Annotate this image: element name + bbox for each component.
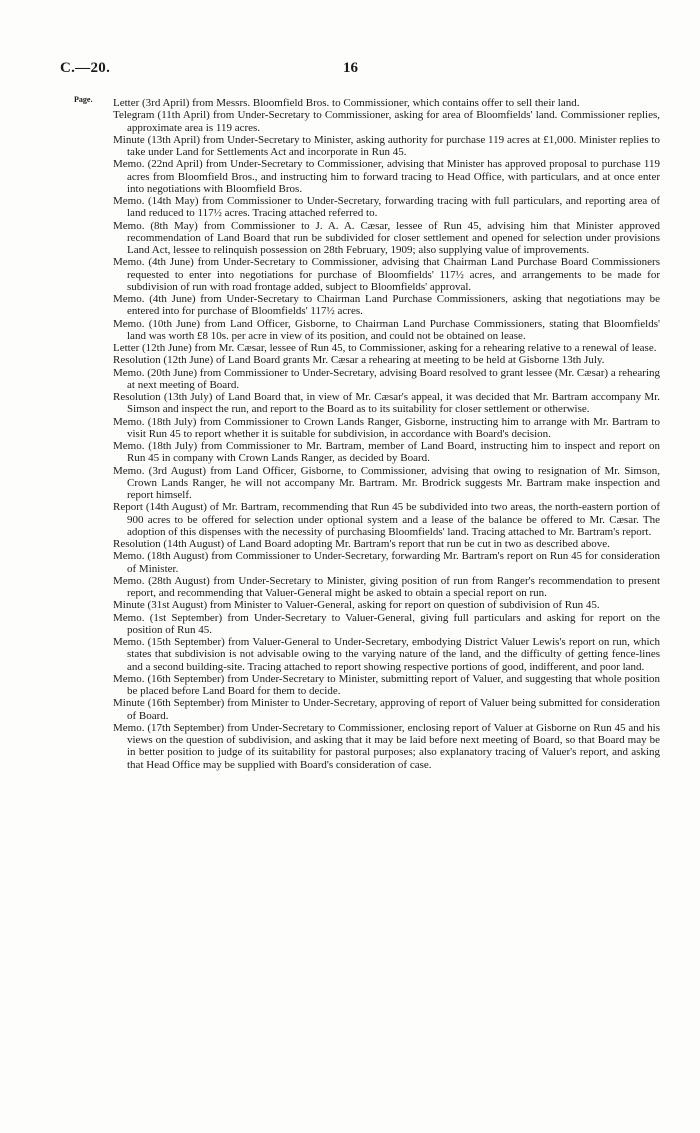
list-item: Memo. (28th August) from Under-Secretary to Minister, giving position of run from Ranger's recommendation to present report, and recommending that Valuer-General might be asked to obtain a special report on run. <box>113 574 660 599</box>
list-item: Minute (31st August) from Minister to Valuer-General, asking for report on question of subdivision of Run 45. <box>113 599 600 612</box>
list-item: Report (14th August) of Mr. Bartram, recommending that Run 45 be subdivided into two areas, the north-eastern portion of 900 acres to be offered for selection under optional system and a lease of the balance be offered to Mr. Cæsar. The adoption of this dispenses with the necessity of purchasing Bloomfields' land. Tracing attached to Mr. Bartram's report. <box>113 501 660 538</box>
list-item: Memo. (10th June) from Land Officer, Gisborne, to Chairman Land Purchase Commissioners, stating that Bloomfields' land was worth £8 10s. per acre in view of its position, and could not be obtained on lease. <box>113 317 660 342</box>
list-item: Memo. (20th June) from Commissioner to Under-Secretary, advising Board resolved to grant lessee (Mr. Cæsar) a rehearing at next meeting of Board. <box>113 366 660 391</box>
list-item: Resolution (14th August) of Land Board adopting Mr. Bartram's report that run be cut in two as described above. <box>113 538 610 550</box>
list-item: Memo. (3rd August) from Land Officer, Gisborne, to Commissioner, advising that owing to resignation of Mr. Simson, Crown Lands Ranger, he will not accompany Mr. Bartram. Mr. Brodrick suggests Mr. Bartram make inspection and report himself. <box>113 464 660 501</box>
list-item: Memo. (18th July) from Commissioner to Mr. Bartram, member of Land Board, instructing him to inspect and report on Run 45 in company with Crown Lands Ranger, as decided by Board. <box>113 440 660 465</box>
list-item: Letter (3rd April) from Messrs. Bloomfield Bros. to Commissioner, which contains offer to sell their land. <box>113 97 580 109</box>
page-column-label: Page. <box>74 95 93 104</box>
page-number: 16 <box>343 60 358 76</box>
list-item: Letter (12th June) from Mr. Cæsar, lessee of Run 45, to Commissioner, asking for a rehearing relative to a renewal of lease. <box>113 342 657 354</box>
list-item: Memo. (17th September) from Under-Secretary to Commissioner, enclosing report of Valuer at Gisborne on Run 45 and his views on the question of subdivision, and asking that it may be laid before next meeting of Board, so that Board may be in better position to judge of its suitability for pastoral purposes; also explanatory tracing of Valuer's report, and asking that Head Office may be supplied with Board's consideration of case. <box>113 721 660 771</box>
list-item: Memo. (4th June) from Under-Secretary to Commissioner, advising that Chairman Land Purchase Board Commissioners requested to enter into negotiations for purchase of Bloomfields' 117½ acres, and arrangements to be made for subdivision of run with road frontage added, subject to Bloomfields' approval. <box>113 256 660 293</box>
list-item: Telegram (11th April) from Under-Secretary to Commissioner, asking for area of Bloomfields' land. Commissioner replies, approximate area is 119 acres. <box>113 109 660 134</box>
list-item: Minute (16th September) from Minister to Under-Secretary, approving of report of Valuer being submitted for consideration of Board. <box>113 697 660 722</box>
list-item: Memo. (18th July) from Commissioner to Crown Lands Ranger, Gisborne, instructing him to arrange with Mr. Bartram to visit Run 45 to report whether it is suitable for subdivision, in accordance with Board's decision. <box>113 415 660 440</box>
correspondence-list <box>113 97 660 771</box>
list-item: Memo. (1st September) from Under-Secretary to Valuer-General, giving full particulars and asking for report on the position of Run 45. <box>113 611 660 636</box>
list-item: Minute (13th April) from Under-Secretary to Minister, asking authority for purchase 119 acres at £1,000. Minister replies to take under Land for Settlements Act and incorporate in Run 45. <box>113 133 660 158</box>
list-item: Memo. (14th May) from Commissioner to Under-Secretary, forwarding tracing with full particulars, and reporting area of land reduced to 117½ acres. Tracing attached referred to. <box>113 195 660 220</box>
list-item: Memo. (18th August) from Commissioner to Under-Secretary, forwarding Mr. Bartram's report on Run 45 for consideration of Minister. <box>113 550 660 575</box>
list-item: Resolution (12th June) of Land Board grants Mr. Cæsar a rehearing at meeting to be held at Gisborne 13th July. <box>113 354 605 367</box>
list-item: Memo. (22nd April) from Under-Secretary to Commissioner, advising that Minister has approved proposal to purchase 119 acres from Bloomfield Bros., and instructing him to forward tracing to Head Office, with particulars, and at once enter into negotiations with Bloomfield Bros. <box>113 158 660 195</box>
list-item: Memo. (16th September) from Under-Secretary to Minister, submitting report of Valuer, and suggesting that whole position be placed before Land Board for them to decide. <box>113 672 660 697</box>
list-item: Memo. (8th May) from Commissioner to J. A. A. Cæsar, lessee of Run 45, advising him that Minister approved recommendation of Land Board that run be subdivided for closer settlement and opened for selection under provisions Land Act, lessee to relinquish possession on 28th February, 1909; also supplying value of improvements. <box>113 219 660 256</box>
list-item: Memo. (15th September) from Valuer-General to Under-Secretary, embodying District Valuer Lewis's report on run, which states that subdivision is not advisable owing to the varying nature of the land, and the difficulty of getting fence-lines and a second building-site. Tracing attached to report showing respective portions of good, indifferent, and poor land. <box>113 636 660 673</box>
list-item: Resolution (13th July) of Land Board that, in view of Mr. Cæsar's appeal, it was decided that Mr. Bartram accompany Mr. Simson and inspect the run, and report to the Board as to its suitability for closer settlement or otherwise. <box>113 391 660 416</box>
list-item: Memo. (4th June) from Under-Secretary to Chairman Land Purchase Commissioners, asking that negotiations may be entered into for purchase of Bloomfields' 117½ acres. <box>113 293 660 318</box>
document-code: C.—20. <box>60 60 111 76</box>
